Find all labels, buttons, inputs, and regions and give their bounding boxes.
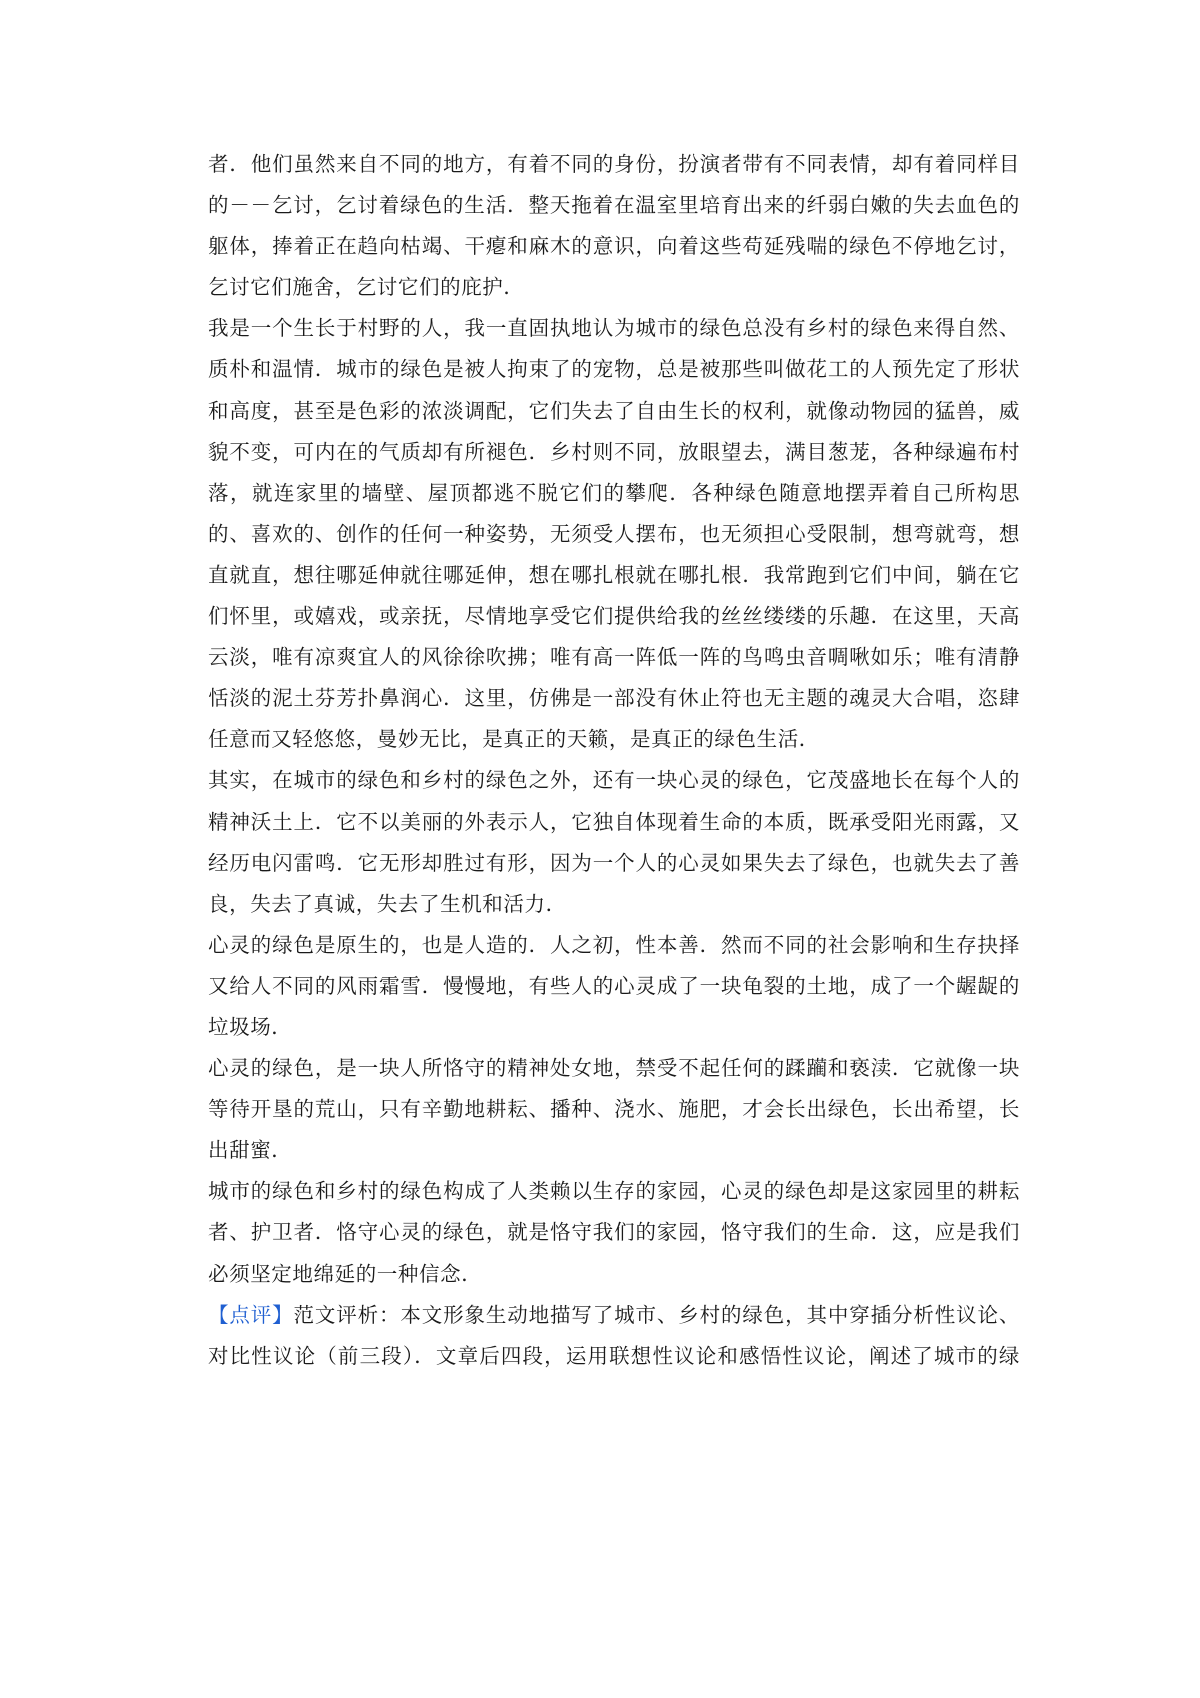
text-line: 其实，在城市的绿色和乡村的绿色之外，还有一块心灵的绿色，它茂盛地长在每个人的 — [208, 768, 1020, 793]
essay-text — [208, 144, 1020, 1377]
text-line: 的－－乞讨，乞讨着绿色的生活．整天拖着在温室里培育出来的纤弱白嫩的失去血色的 — [208, 193, 1020, 218]
review-line: 对比性议论（前三段）．文章后四段，运用联想性议论和感悟性议论，阐述了城市的绿 — [208, 1343, 1020, 1368]
text-line: 云淡，唯有凉爽宜人的风徐徐吹拂；唯有高一阵低一阵的鸟鸣虫音啁啾如乐；唯有清静 — [208, 645, 1020, 670]
text-line: 必须坚定地绵延的一种信念． — [208, 1261, 483, 1286]
text-line: 等待开垦的荒山，只有辛勤地耕耘、播种、浇水、施肥，才会长出绿色，长出希望，长 — [208, 1097, 1020, 1122]
text-line: 貌不变，可内在的气质却有所褪色．乡村则不同，放眼望去，满目葱茏，各种绿遍布村 — [208, 439, 1020, 464]
text-line: 乞讨它们施舍，乞讨它们的庇护． — [208, 275, 525, 300]
text-line: 又给人不同的风雨霜雪．慢慢地，有些人的心灵成了一块龟裂的土地，成了一个龌龊的 — [208, 973, 1020, 998]
text-line: 心灵的绿色是原生的，也是人造的．人之初，性本善．然而不同的社会影响和生存抉择 — [208, 932, 1020, 957]
text-line: 躯体，捧着正在趋向枯竭、干瘪和麻木的意识，向着这些苟延残喘的绿色不停地乞讨， — [208, 234, 1020, 259]
text-line: 任意而又轻悠悠，曼妙无比，是真正的天籁，是真正的绿色生活． — [208, 727, 820, 752]
text-line: 出甜蜜． — [208, 1138, 293, 1163]
text-line: 城市的绿色和乡村的绿色构成了人类赖以生存的家园，心灵的绿色却是这家园里的耕耘 — [208, 1179, 1020, 1204]
text-line: 落，就连家里的墙壁、屋顶都逃不脱它们的攀爬．各种绿色随意地摆弄着自己所构思 — [208, 480, 1020, 505]
text-line: 和高度，甚至是色彩的浓淡调配，它们失去了自由生长的权利，就像动物园的猛兽，威 — [208, 398, 1020, 423]
text-line: 的、喜欢的、创作的任何一种姿势，无须受人摆布，也无须担心受限制，想弯就弯，想 — [208, 521, 1020, 546]
text-line: 良，失去了真诚，失去了生机和活力． — [208, 891, 567, 916]
text-line: 垃圾场． — [208, 1014, 293, 1039]
text-line: 经历电闪雷鸣．它无形却胜过有形，因为一个人的心灵如果失去了绿色，也就失去了善 — [208, 850, 1020, 875]
review-text: 范文评析：本文形象生动地描写了城市、乡村的绿色，其中穿插分析性议论、 — [293, 1302, 1020, 1327]
text-line: 我是一个生长于村野的人，我一直固执地认为城市的绿色总没有乡村的绿色来得自然、 — [208, 316, 1020, 341]
text-line: 者．他们虽然来自不同的地方，有着不同的身份，扮演者带有不同表情，却有着同样目 — [208, 152, 1020, 176]
review-line — [208, 1295, 1020, 1336]
text-line: 们怀里，或嬉戏，或亲抚，尽情地享受它们提供给我的丝丝缕缕的乐趣．在这里，天高 — [208, 604, 1020, 629]
text-line: 精神沃土上．它不以美丽的外表示人，它独自体现着生命的本质，既承受阳光雨露，又 — [208, 809, 1020, 834]
text-line: 直就直，想往哪延伸就往哪延伸，想在哪扎根就在哪扎根．我常跑到它们中间，躺在它 — [208, 562, 1020, 587]
text-line: 心灵的绿色，是一块人所恪守的精神处女地，禁受不起任何的蹂躏和亵渎．它就像一块 — [208, 1056, 1020, 1081]
review-tag: 【点评】 — [208, 1302, 294, 1327]
text-line: 质朴和温情．城市的绿色是被人拘束了的宠物，总是被那些叫做花工的人预先定了形状 — [208, 357, 1020, 382]
text-line: 者、护卫者．恪守心灵的绿色，就是恪守我们的家园，恪守我们的生命．这，应是我们 — [208, 1220, 1020, 1245]
text-line: 恬淡的泥土芬芳扑鼻润心．这里，仿佛是一部没有休止符也无主题的魂灵大合唱，恣肆 — [208, 686, 1020, 711]
